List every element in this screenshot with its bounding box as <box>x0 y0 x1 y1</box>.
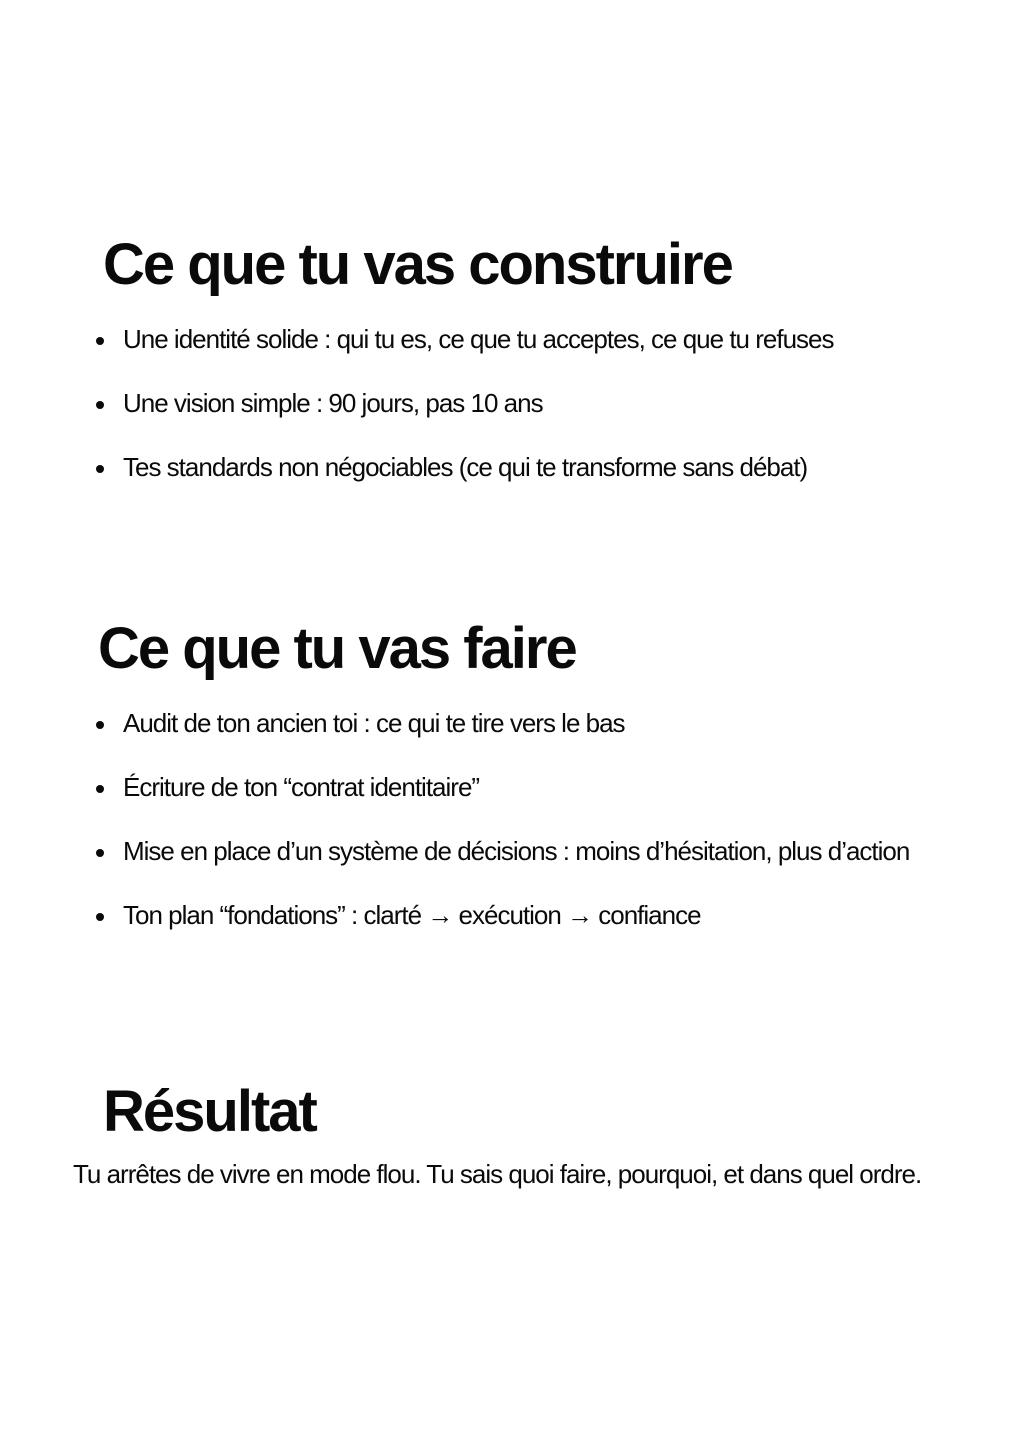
section-title-construire: Ce que tu vas construire <box>103 232 732 297</box>
list-item: Écriture de ton “contrat identitaire” <box>92 770 922 804</box>
list-item: Tes standards non négociables (ce qui te transforme sans débat) <box>92 450 922 484</box>
result-paragraph: Tu arrêtes de vivre en mode flou. Tu sais quoi faire, pourquoi, et dans quel ordre. <box>73 1159 922 1189</box>
list-item: Audit de ton ancien toi : ce qui te tire vers le bas <box>92 706 922 740</box>
section-title-faire: Ce que tu vas faire <box>98 616 576 681</box>
list-item: Mise en place d’un système de décisions : moins d’hésitation, plus d’action <box>92 834 922 868</box>
list-item: Ton plan “fondations” : clarté → exécution → confiance <box>92 898 922 932</box>
list-item: Une identité solide : qui tu es, ce que tu acceptes, ce que tu refuses <box>92 322 922 356</box>
list-construire <box>92 322 922 514</box>
list-faire <box>92 706 922 962</box>
section-title-resultat: Résultat <box>103 1079 316 1144</box>
list-item: Une vision simple : 90 jours, pas 10 ans <box>92 386 922 420</box>
